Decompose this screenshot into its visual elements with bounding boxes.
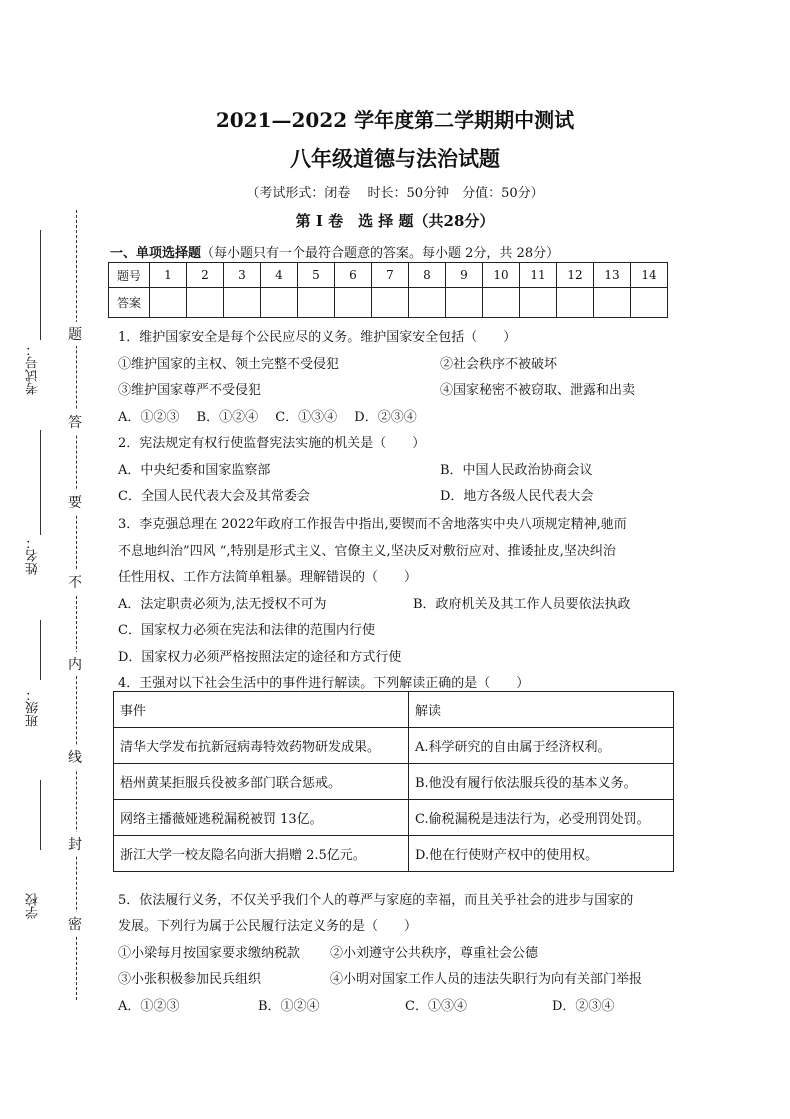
question-number: 4 <box>261 263 298 288</box>
q5-choice-d: D．②③④ <box>552 999 615 1014</box>
q4-event: 浙江大学一校友隐名向浙大捐赠 2.5亿元。 <box>114 836 409 872</box>
seal-char: 不 <box>68 570 82 594</box>
q4-interpretation: A.科学研究的自由属于经济权利。 <box>409 728 674 764</box>
answer-cell[interactable] <box>150 288 187 318</box>
section-name: 一、单项选择题 <box>110 246 202 261</box>
q5-stem-line1: 5．依法履行义务，不仅关乎我们个人的尊严与家庭的幸福，而且关乎社会的进步与国家的 <box>118 893 634 908</box>
question-number: 1 <box>150 263 187 288</box>
answer-cell[interactable] <box>594 288 631 318</box>
q3-choice-d: D．国家权力必须严格按照法定的途径和方式行使 <box>118 650 402 665</box>
exam-info: （考试形式：闭卷 时长：50分钟 分值：50分） <box>246 186 544 201</box>
exam-subtitle: 八年级道德与法治试题 <box>290 146 500 171</box>
answer-cell[interactable] <box>631 288 668 318</box>
question-number: 13 <box>594 263 631 288</box>
margin-line <box>40 430 41 535</box>
question-number: 9 <box>446 263 483 288</box>
answer-cell[interactable] <box>335 288 372 318</box>
table-row <box>114 800 674 836</box>
answer-cell[interactable] <box>224 288 261 318</box>
class-label: 班级： <box>26 688 41 727</box>
question-number: 5 <box>298 263 335 288</box>
q1-choices: A．①②③ B．①②④ C．①③④ D．②③④ <box>118 410 417 425</box>
q5-choice-a: A．①②③ <box>118 999 180 1014</box>
q4-header-event: 事件 <box>114 692 409 728</box>
q5-option-2: ②小刘遵守公共秩序，尊重社会公德 <box>330 946 539 961</box>
q1-stem: 1．维护国家安全是每个公民应尽的义务。维护国家安全包括（ ） <box>118 330 517 345</box>
answer-cell[interactable] <box>261 288 298 318</box>
q2-choice-c: C．全国人民代表大会及其常委会 <box>118 489 310 504</box>
q1-option-4: ④国家秘密不被窃取、泄露和出卖 <box>440 383 636 398</box>
question-number: 3 <box>224 263 261 288</box>
exam-number-label: 考试号： <box>26 343 41 395</box>
seal-char: 封 <box>68 832 82 856</box>
answer-cell[interactable] <box>187 288 224 318</box>
table-row <box>114 764 674 800</box>
q2-choice-b: B．中国人民政治协商会议 <box>440 463 593 478</box>
school-label: 学校 <box>26 893 41 919</box>
question-number: 12 <box>557 263 594 288</box>
q5-stem-line2: 发展。下列行为属于公民履行法定义务的是（ ） <box>118 919 418 934</box>
q4-table <box>113 691 674 872</box>
q4-interpretation: C.偷税漏税是违法行为，必受刑罚处罚。 <box>409 800 674 836</box>
exam-title: 2021—2022 学年度第二学期期中测试 <box>215 108 575 132</box>
q4-event: 清华大学发布抗新冠病毒特效药物研发成果。 <box>114 728 409 764</box>
q3-choice-a: A．法定职责必须为,法无授权不可为 <box>118 597 327 612</box>
q2-choice-a: A．中央纪委和国家监察部 <box>118 463 271 478</box>
seal-char: 内 <box>68 652 82 676</box>
q1-option-1: ①维护国家的主权、领土完整不受侵犯 <box>118 357 340 372</box>
seal-char: 答 <box>68 410 82 434</box>
question-number: 8 <box>409 263 446 288</box>
answer-cell[interactable] <box>372 288 409 318</box>
question-number: 11 <box>520 263 557 288</box>
q4-interpretation: B.他没有履行依法服兵役的基本义务。 <box>409 764 674 800</box>
section-instruction: （每小题只有一个最符合题意的答案。每小题 2分，共 28分） <box>201 246 560 261</box>
answer-cell[interactable] <box>520 288 557 318</box>
answer-cell[interactable] <box>409 288 446 318</box>
question-number: 6 <box>335 263 372 288</box>
question-number: 14 <box>631 263 668 288</box>
table-row <box>114 692 674 728</box>
q2-choice-d: D．地方各级人民代表大会 <box>440 489 594 504</box>
q4-event: 网络主播薇娅逃税漏税被罚 13亿。 <box>114 800 409 836</box>
q3-stem-line2: 不息地纠治”四风 “,特别是形式主义、官僚主义,坚决反对敷衍应对、推诿扯皮,坚决纠治 <box>118 544 616 559</box>
q4-interpretation: D.他在行使财产权中的使用权。 <box>409 836 674 872</box>
answer-table-number-label: 题号 <box>109 263 150 288</box>
answer-cell[interactable] <box>446 288 483 318</box>
question-number: 2 <box>187 263 224 288</box>
answer-cell[interactable] <box>557 288 594 318</box>
seal-char: 题 <box>68 322 82 346</box>
question-number: 7 <box>372 263 409 288</box>
q4-header-interpretation: 解读 <box>409 692 674 728</box>
part-title: 第 I 卷 选 择 题（共28分） <box>295 212 495 230</box>
q5-option-1: ①小梁每月按国家要求缴纳税款 <box>118 946 301 961</box>
margin-line <box>40 780 41 850</box>
question-number: 10 <box>483 263 520 288</box>
seal-char: 要 <box>68 490 82 514</box>
seal-char: 线 <box>68 745 82 769</box>
answer-table-answer-label: 答案 <box>109 288 150 318</box>
answer-cell[interactable] <box>298 288 335 318</box>
margin-line <box>40 230 41 340</box>
q4-event: 梧州黄某拒服兵役被多部门联合惩戒。 <box>114 764 409 800</box>
q3-choice-b: B．政府机关及其工作人员要依法执政 <box>413 597 631 612</box>
margin-line <box>40 620 41 680</box>
q5-option-4: ④小明对国家工作人员的违法失职行为向有关部门举报 <box>330 972 643 987</box>
answer-table <box>108 262 668 318</box>
q1-option-3: ③维护国家尊严不受侵犯 <box>118 383 262 398</box>
q5-choice-b: B．①②④ <box>258 999 320 1014</box>
q4-stem: 4．王强对以下社会生活中的事件进行解读。下列解读正确的是（ ） <box>118 676 530 691</box>
table-row <box>114 836 674 872</box>
q2-stem: 2．宪法规定有权行使监督宪法实施的机关是（ ） <box>118 436 426 451</box>
name-label: 姓名： <box>26 536 41 575</box>
q5-option-3: ③小张积极参加民兵组织 <box>118 972 262 987</box>
q5-choice-c: C．①③④ <box>405 999 467 1014</box>
q3-choice-c: C．国家权力必须在宪法和法律的范围内行使 <box>118 623 375 638</box>
q1-option-2: ②社会秩序不被破坏 <box>440 357 558 372</box>
section-heading <box>110 242 559 261</box>
q3-stem-line1: 3．李克强总理在 2022年政府工作报告中指出,要锲而不舍地落实中央八项规定精神,驰而 <box>118 517 627 532</box>
seal-char: 密 <box>68 912 82 936</box>
table-row <box>114 728 674 764</box>
answer-cell[interactable] <box>483 288 520 318</box>
q3-stem-line3: 任性用权、工作方法简单粗暴。理解错误的（ ） <box>118 570 418 585</box>
